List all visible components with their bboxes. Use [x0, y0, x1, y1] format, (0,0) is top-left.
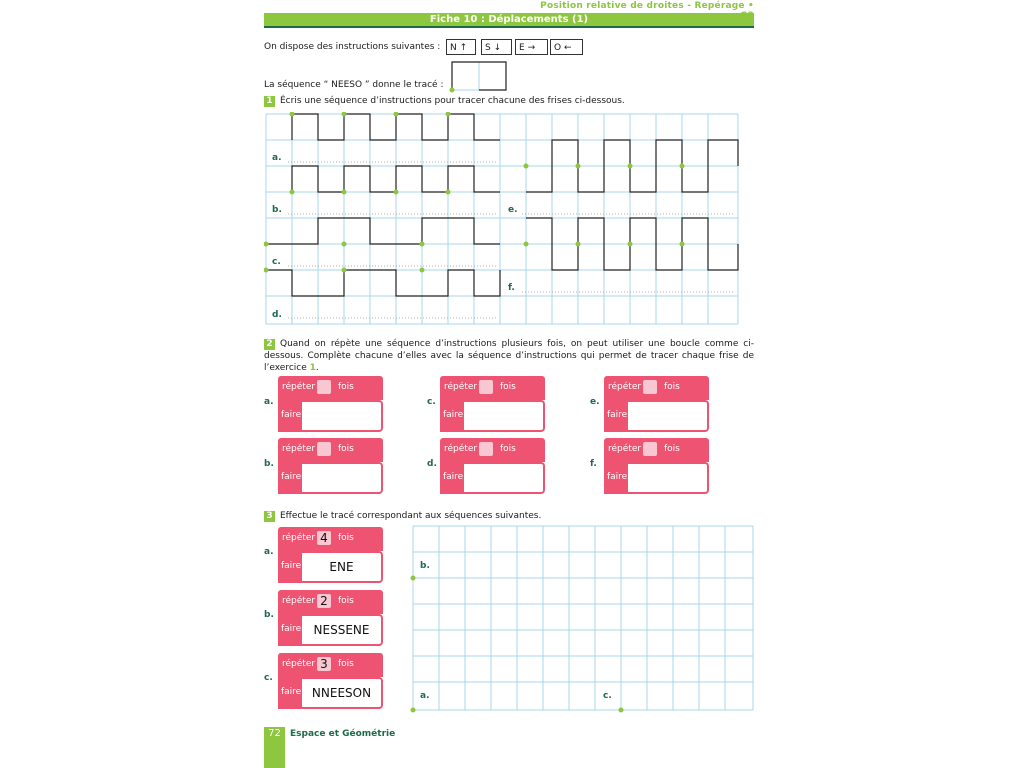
repeat-label: répéter — [444, 444, 478, 454]
seq-block-b — [278, 590, 383, 646]
do-label: faire — [443, 410, 464, 420]
loop-block-f — [604, 438, 709, 494]
repeat-label: répéter — [608, 382, 642, 392]
header-breadcrumb: Position relative de droites - Repérage • — [540, 1, 754, 11]
do-label: faire — [281, 410, 302, 420]
loop-slot[interactable] — [302, 400, 383, 432]
do-label: faire — [443, 472, 464, 482]
sheet-title: Fiche 10 : Déplacements (1) — [264, 13, 754, 28]
frieze-label-d: d. — [272, 310, 282, 320]
do-label: faire — [281, 687, 302, 697]
loop-block-b — [278, 438, 383, 494]
loop-slot[interactable] — [628, 400, 709, 432]
sequence-text: La séquence “ NEESO ” donne le tracé : — [264, 80, 444, 90]
loop-label-f: f. — [590, 459, 597, 469]
instructions-text: On dispose des instructions suivantes : — [264, 42, 441, 52]
ex3-number: 3 — [264, 511, 275, 522]
loop-slot[interactable] — [302, 462, 383, 494]
times-label: fois — [338, 382, 354, 392]
repeat-label: répéter — [282, 444, 316, 454]
instruction-n — [446, 39, 476, 55]
times-label: fois — [338, 533, 354, 543]
instruction-e — [515, 39, 548, 55]
ex2-text: Quand on répète une séquence d’instructions plusieurs fois, on peut utiliser une boucle comme ci-dessous. Complète chacune d’elles avec la séquence d’instructions qui permet de tracer chaque frise de l’exercice — [264, 339, 754, 373]
frieze-label-a: a. — [272, 153, 282, 163]
ex2-statement: 2 Quand on répète une séquence d’instructions plusieurs fois, on peut utiliser une boucle comme ci-dessous. Complète chacune d’elles avec la séquence d’instructions qui permet de tracer chaque frise de l’exercice 1. — [264, 339, 754, 373]
do-label: faire — [281, 561, 302, 571]
count-box: 2 — [317, 594, 331, 608]
times-label: fois — [664, 444, 680, 454]
seq-label-c: c. — [264, 673, 273, 683]
count-box[interactable] — [479, 442, 493, 456]
instruction-label: O — [554, 43, 562, 53]
ex1-text: Écris une séquence d’instructions pour tracer chacune des frises ci-dessous. — [280, 96, 625, 106]
count-box[interactable] — [643, 380, 657, 394]
frieze-label-b: b. — [272, 205, 282, 215]
loop-block-a — [278, 376, 383, 432]
do-label: faire — [281, 472, 302, 482]
seq-label-a: a. — [264, 547, 274, 557]
loop-label-b: b. — [264, 459, 274, 469]
instruction-s — [481, 39, 512, 55]
times-label: fois — [664, 382, 680, 392]
times-label: fois — [500, 382, 516, 392]
loop-block-d — [440, 438, 545, 494]
count-box[interactable] — [317, 442, 331, 456]
ex3-statement — [264, 511, 541, 522]
loop-slot[interactable] — [464, 400, 545, 432]
do-label: faire — [607, 410, 628, 420]
arrow-right-icon: → — [527, 43, 536, 53]
ex1-statement — [264, 96, 625, 107]
repeat-label: répéter — [444, 382, 478, 392]
repeat-label: répéter — [282, 533, 316, 543]
grid-label-b: b. — [420, 561, 430, 571]
seq-block-a — [278, 527, 383, 583]
instruction-o — [550, 39, 583, 55]
drawing-grid[interactable] — [410, 524, 756, 714]
loop-label-d: d. — [427, 459, 437, 469]
times-label: fois — [338, 659, 354, 669]
repeat-label: répéter — [282, 382, 316, 392]
count-box[interactable] — [317, 380, 331, 394]
instruction-label: E — [519, 43, 525, 53]
seq-label-b: b. — [264, 610, 274, 620]
grid-label-a: a. — [420, 691, 430, 701]
ex1-number: 1 — [264, 96, 275, 107]
do-label: faire — [607, 472, 628, 482]
ex2-ref: 1 — [309, 363, 316, 373]
grid-label-c: c. — [603, 691, 612, 701]
loop-label-c: c. — [427, 397, 436, 407]
seq-block-c — [278, 653, 383, 709]
seq-slot: NESSENE — [302, 614, 383, 646]
times-label: fois — [500, 444, 516, 454]
do-label: faire — [281, 624, 302, 634]
count-box: 4 — [317, 531, 331, 545]
count-box[interactable] — [479, 380, 493, 394]
arrow-up-icon: ↑ — [459, 43, 468, 53]
frieze-label-f: f. — [508, 283, 515, 293]
loop-block-e — [604, 376, 709, 432]
count-box: 3 — [317, 657, 331, 671]
loop-label-e: e. — [590, 397, 600, 407]
seq-slot: ENE — [302, 551, 383, 583]
page-number: 72 — [264, 727, 285, 768]
ex2-number: 2 — [264, 339, 275, 350]
sample-trace — [448, 60, 510, 94]
count-box[interactable] — [643, 442, 657, 456]
repeat-label: répéter — [282, 659, 316, 669]
loop-label-a: a. — [264, 397, 274, 407]
ex3-text: Effectue le tracé correspondant aux séquences suivantes. — [280, 511, 542, 521]
loop-slot[interactable] — [464, 462, 545, 494]
times-label: fois — [338, 444, 354, 454]
frieze-label-e: e. — [508, 205, 518, 215]
frieze-grid — [264, 112, 742, 326]
instruction-label: N — [450, 43, 457, 53]
loop-block-c — [440, 376, 545, 432]
arrow-down-icon: ↓ — [493, 43, 502, 53]
times-label: fois — [338, 596, 354, 606]
seq-slot: NNEESON — [302, 677, 383, 709]
section-name: Espace et Géométrie — [290, 729, 396, 739]
instruction-label: S — [485, 43, 491, 53]
frieze-label-c: c. — [272, 257, 281, 267]
arrow-left-icon: ← — [563, 43, 572, 53]
repeat-label: répéter — [608, 444, 642, 454]
loop-slot[interactable] — [628, 462, 709, 494]
repeat-label: répéter — [282, 596, 316, 606]
